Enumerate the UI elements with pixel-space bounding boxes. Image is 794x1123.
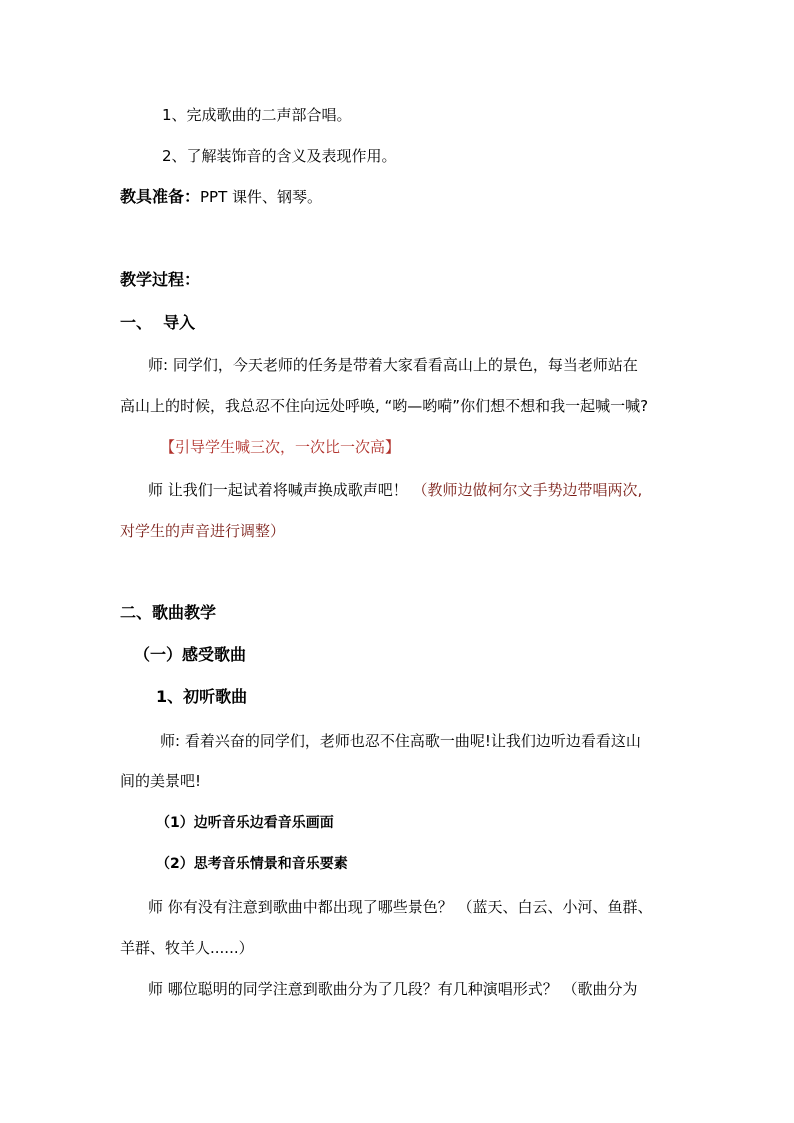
paragraph-4-line-1: 师 你有没有注意到歌曲中都出现了哪些景色？ （蓝天、白云、小河、鱼群、 <box>148 898 653 916</box>
tools-label: 教具准备： <box>120 187 201 206</box>
step-item-2: （2）思考音乐情景和音乐要素 <box>156 856 348 872</box>
tools-line <box>120 187 322 207</box>
paragraph-2-text: 师 让我们一起试着将喊声换成歌声吧！ <box>148 481 413 499</box>
paragraph-3-line-2: 间的美景吧! <box>120 772 202 790</box>
section1-heading: 一、 导入 <box>120 313 196 332</box>
paragraph-2-aside: （教师边做柯尔文手势边带唱两次, <box>412 481 643 499</box>
guide-note: 【引导学生喊三次，一次比一次高】 <box>160 438 401 456</box>
tools-text: PPT 课件、钢琴。 <box>200 188 323 206</box>
objective-1: 1、完成歌曲的二声部合唱。 <box>162 106 352 124</box>
subsection-heading: （一）感受歌曲 <box>134 645 247 664</box>
step-item-1: （1）边听音乐边看音乐画面 <box>156 815 334 831</box>
paragraph-3-line-1: 师: 看着兴奋的同学们，老师也忍不住高歌一曲呢!让我们边听边看看这山 <box>160 732 641 750</box>
paragraph-4-line-2: 羊群、牧羊人......） <box>120 939 254 957</box>
paragraph-1-line-1: 师: 同学们，今天老师的任务是带着大家看看高山上的景色，每当老师站在 <box>148 356 638 374</box>
sub-subsection-heading: 1、初听歌曲 <box>156 687 248 706</box>
section2-heading: 二、歌曲教学 <box>120 603 217 622</box>
paragraph-2-line-1 <box>148 480 642 500</box>
paragraph-5-line-1: 师 哪位聪明的同学注意到歌曲分为了几段？有几种演唱形式？ （歌曲分为 <box>148 980 638 998</box>
paragraph-2-line-2: 对学生的声音进行调整） <box>120 522 286 540</box>
paragraph-1-line-2: 高山上的时候，我总忍不住向远处呼唤, “哟—哟嗬”你们想不想和我一起喊一喊? <box>120 397 649 415</box>
process-heading: 教学过程： <box>120 270 201 289</box>
objective-2: 2、了解装饰音的含义及表现作用。 <box>162 147 397 165</box>
